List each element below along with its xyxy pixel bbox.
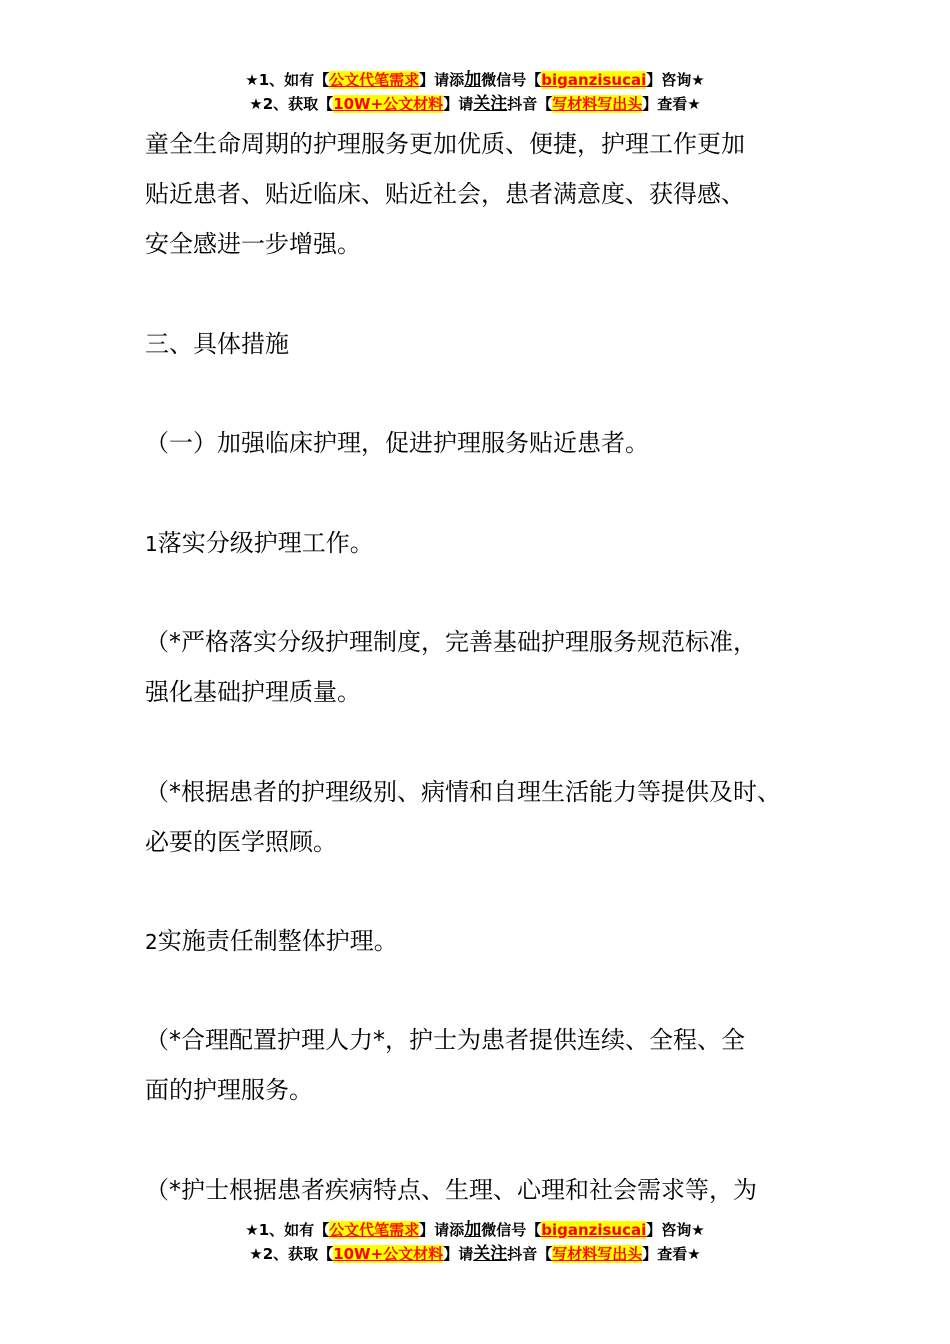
highlight-douyin: 写材料写出头 [552, 1245, 643, 1263]
bullet-line: 必要的医学照顾。 [145, 828, 337, 856]
section-heading: 三、具体措施 [145, 330, 289, 358]
bullet-line: （*合理配置护理人力*，护士为患者提供连续、全程、全 [145, 1026, 745, 1054]
paragraph-line: 贴近患者、贴近临床、贴近社会，患者满意度、获得感、 [145, 180, 745, 208]
item-heading-1: 1落实分级护理工作。 [145, 529, 374, 557]
bullet-line: 面的护理服务。 [145, 1076, 313, 1104]
highlight-ghostwriting: 公文代笔需求 [329, 71, 420, 89]
bullet-line: 强化基础护理质量。 [145, 678, 361, 706]
paragraph-line: 童全生命周期的护理服务更加优质、便捷，护理工作更加 [145, 130, 745, 158]
header-banner [0, 68, 950, 116]
highlight-wechat-id: biganzisucai [541, 1221, 647, 1239]
banner-line-2: ★2、获取【10W+公文材料】请关注抖音【写材料写出头】查看★ [249, 94, 701, 114]
paragraph-line: 安全感进一步增强。 [145, 230, 361, 258]
highlight-materials: 10W+公文材料 [333, 1245, 444, 1263]
highlight-douyin: 写材料写出头 [552, 95, 643, 113]
bullet-line: （*护士根据患者疾病特点、生理、心理和社会需求等，为 [145, 1176, 757, 1204]
bullet-line: （*严格落实分级护理制度，完善基础护理服务规范标准， [145, 628, 757, 656]
item-heading-2: 2实施责任制整体护理。 [145, 927, 398, 955]
highlight-ghostwriting: 公文代笔需求 [329, 1221, 420, 1239]
highlight-materials: 10W+公文材料 [333, 95, 444, 113]
banner-line-1: ★1、如有【公文代笔需求】请添加微信号【biganzisucai】咨询★ [245, 70, 705, 90]
banner-line-1: ★1、如有【公文代笔需求】请添加微信号【biganzisucai】咨询★ [245, 1220, 705, 1240]
subsection-heading: （一）加强临床护理，促进护理服务贴近患者。 [145, 429, 649, 457]
banner-line-2: ★2、获取【10W+公文材料】请关注抖音【写材料写出头】查看★ [249, 1244, 701, 1264]
document-body [145, 120, 825, 1220]
footer-banner [0, 1218, 950, 1266]
highlight-wechat-id: biganzisucai [541, 71, 647, 89]
bullet-line: （*根据患者的护理级别、病情和自理生活能力等提供及时、 [145, 778, 781, 806]
